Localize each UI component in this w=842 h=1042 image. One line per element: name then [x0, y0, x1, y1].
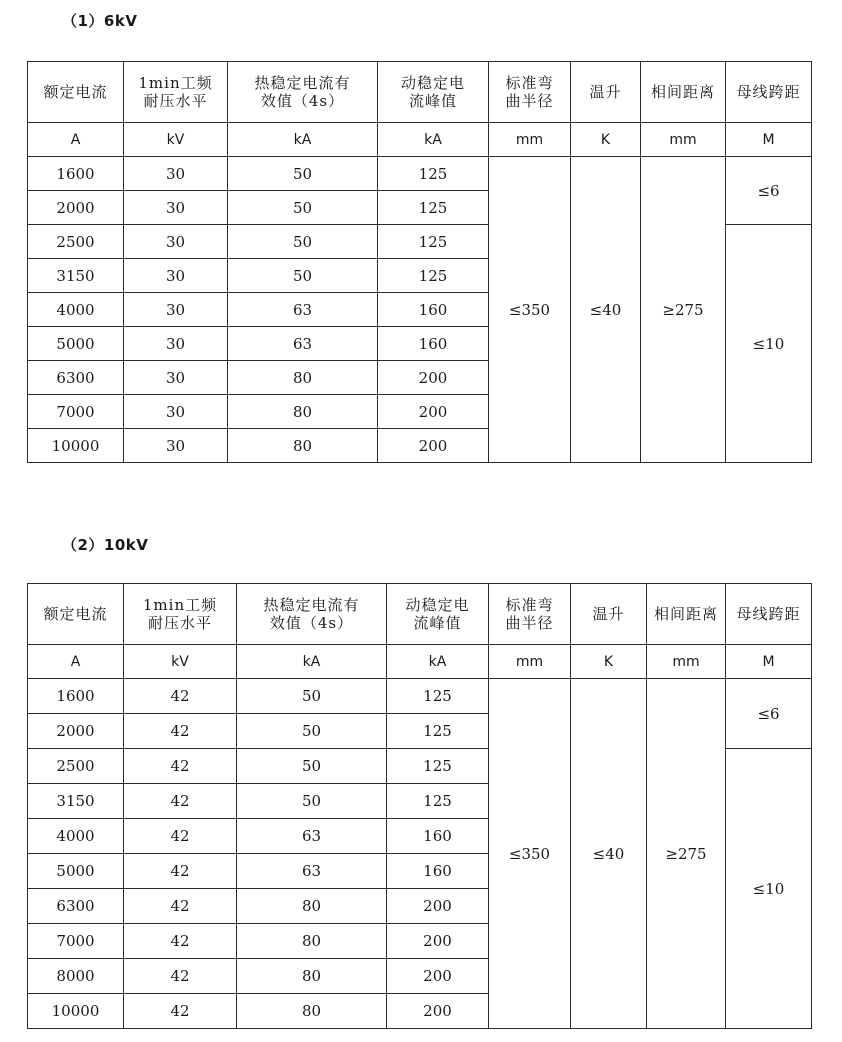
span-cell-large: ≤10 — [726, 749, 812, 1029]
unit-cell: mm — [489, 123, 571, 157]
data-cell: 2000 — [28, 714, 124, 749]
column-header: 额定电流 — [28, 584, 124, 645]
data-cell: 10000 — [28, 994, 124, 1029]
spec-table-10kv — [27, 583, 812, 1029]
data-cell: 50 — [228, 157, 378, 191]
data-cell: 42 — [124, 714, 237, 749]
data-cell: 50 — [237, 679, 387, 714]
data-cell: 50 — [237, 749, 387, 784]
data-cell: 160 — [387, 854, 489, 889]
data-cell: 125 — [378, 157, 489, 191]
data-cell: 63 — [228, 327, 378, 361]
temp-rise-cell: ≤40 — [571, 157, 641, 463]
column-header: 动稳定电 流峰值 — [378, 62, 489, 123]
column-header: 相间距离 — [641, 62, 726, 123]
unit-cell: M — [726, 123, 812, 157]
data-cell: 50 — [237, 784, 387, 819]
table-row — [28, 157, 812, 191]
column-header: 热稳定电流有 效值（4s） — [237, 584, 387, 645]
unit-cell: mm — [489, 645, 571, 679]
data-cell: 200 — [378, 429, 489, 463]
data-cell: 5000 — [28, 327, 124, 361]
column-header: 温升 — [571, 584, 647, 645]
data-cell: 50 — [237, 714, 387, 749]
unit-cell: kA — [378, 123, 489, 157]
data-cell: 125 — [387, 784, 489, 819]
data-cell: 30 — [124, 293, 228, 327]
data-cell: 125 — [378, 191, 489, 225]
unit-cell: kV — [124, 123, 228, 157]
unit-row — [28, 123, 812, 157]
unit-row — [28, 645, 812, 679]
data-cell: 80 — [237, 959, 387, 994]
data-cell: 42 — [124, 819, 237, 854]
data-cell: 5000 — [28, 854, 124, 889]
data-cell: 30 — [124, 225, 228, 259]
span-cell-small: ≤6 — [726, 157, 812, 225]
column-header: 母线跨距 — [726, 62, 812, 123]
data-cell: 63 — [237, 819, 387, 854]
data-cell: 50 — [228, 191, 378, 225]
spec-table-6kv — [27, 61, 812, 463]
data-cell: 30 — [124, 157, 228, 191]
data-cell: 63 — [237, 854, 387, 889]
table-row — [28, 679, 812, 714]
section-title-10kv: （2）10kV — [62, 536, 149, 554]
data-cell: 7000 — [28, 924, 124, 959]
data-cell: 200 — [387, 889, 489, 924]
data-cell: 1600 — [28, 679, 124, 714]
data-cell: 125 — [387, 679, 489, 714]
data-cell: 7000 — [28, 395, 124, 429]
phase-distance-cell: ≥275 — [647, 679, 726, 1029]
span-cell-small: ≤6 — [726, 679, 812, 749]
data-cell: 30 — [124, 361, 228, 395]
data-cell: 2500 — [28, 749, 124, 784]
data-cell: 80 — [237, 994, 387, 1029]
data-cell: 6300 — [28, 889, 124, 924]
unit-cell: A — [28, 123, 124, 157]
section-title-6kv: （1）6kV — [62, 12, 138, 30]
data-cell: 30 — [124, 429, 228, 463]
data-cell: 4000 — [28, 293, 124, 327]
phase-distance-cell: ≥275 — [641, 157, 726, 463]
data-cell: 200 — [387, 959, 489, 994]
header-row — [28, 62, 812, 123]
data-cell: 160 — [387, 819, 489, 854]
data-cell: 30 — [124, 327, 228, 361]
data-cell: 42 — [124, 784, 237, 819]
data-cell: 80 — [228, 361, 378, 395]
column-header: 标准弯 曲半径 — [489, 62, 571, 123]
column-header: 相间距离 — [647, 584, 726, 645]
column-header: 母线跨距 — [726, 584, 812, 645]
data-cell: 125 — [378, 259, 489, 293]
unit-cell: M — [726, 645, 812, 679]
data-cell: 125 — [387, 714, 489, 749]
unit-cell: mm — [641, 123, 726, 157]
column-header: 温升 — [571, 62, 641, 123]
data-cell: 42 — [124, 959, 237, 994]
data-cell: 42 — [124, 889, 237, 924]
data-cell: 1600 — [28, 157, 124, 191]
unit-cell: A — [28, 645, 124, 679]
column-header: 标准弯 曲半径 — [489, 584, 571, 645]
data-cell: 30 — [124, 259, 228, 293]
data-cell: 2000 — [28, 191, 124, 225]
data-cell: 30 — [124, 191, 228, 225]
column-header: 热稳定电流有 效值（4s） — [228, 62, 378, 123]
data-cell: 200 — [387, 924, 489, 959]
data-cell: 200 — [387, 994, 489, 1029]
data-cell: 80 — [237, 924, 387, 959]
data-cell: 42 — [124, 749, 237, 784]
unit-cell: kA — [228, 123, 378, 157]
data-cell: 6300 — [28, 361, 124, 395]
data-cell: 8000 — [28, 959, 124, 994]
bend-radius-cell: ≤350 — [489, 157, 571, 463]
data-cell: 42 — [124, 994, 237, 1029]
data-cell: 200 — [378, 395, 489, 429]
column-header: 1min工频 耐压水平 — [124, 584, 237, 645]
data-cell: 125 — [387, 749, 489, 784]
data-cell: 4000 — [28, 819, 124, 854]
data-cell: 42 — [124, 854, 237, 889]
data-cell: 160 — [378, 293, 489, 327]
span-cell-large: ≤10 — [726, 225, 812, 463]
header-row — [28, 584, 812, 645]
data-cell: 10000 — [28, 429, 124, 463]
unit-cell: kV — [124, 645, 237, 679]
data-cell: 3150 — [28, 784, 124, 819]
unit-cell: K — [571, 645, 647, 679]
data-cell: 200 — [378, 361, 489, 395]
temp-rise-cell: ≤40 — [571, 679, 647, 1029]
data-cell: 42 — [124, 679, 237, 714]
bend-radius-cell: ≤350 — [489, 679, 571, 1029]
data-cell: 50 — [228, 259, 378, 293]
unit-cell: kA — [237, 645, 387, 679]
data-cell: 42 — [124, 924, 237, 959]
column-header: 1min工频 耐压水平 — [124, 62, 228, 123]
data-cell: 3150 — [28, 259, 124, 293]
column-header: 额定电流 — [28, 62, 124, 123]
data-cell: 63 — [228, 293, 378, 327]
data-cell: 80 — [228, 429, 378, 463]
data-cell: 30 — [124, 395, 228, 429]
column-header: 动稳定电 流峰值 — [387, 584, 489, 645]
unit-cell: mm — [647, 645, 726, 679]
data-cell: 80 — [237, 889, 387, 924]
data-cell: 80 — [228, 395, 378, 429]
data-cell: 50 — [228, 225, 378, 259]
unit-cell: kA — [387, 645, 489, 679]
unit-cell: K — [571, 123, 641, 157]
data-cell: 160 — [378, 327, 489, 361]
data-cell: 125 — [378, 225, 489, 259]
data-cell: 2500 — [28, 225, 124, 259]
